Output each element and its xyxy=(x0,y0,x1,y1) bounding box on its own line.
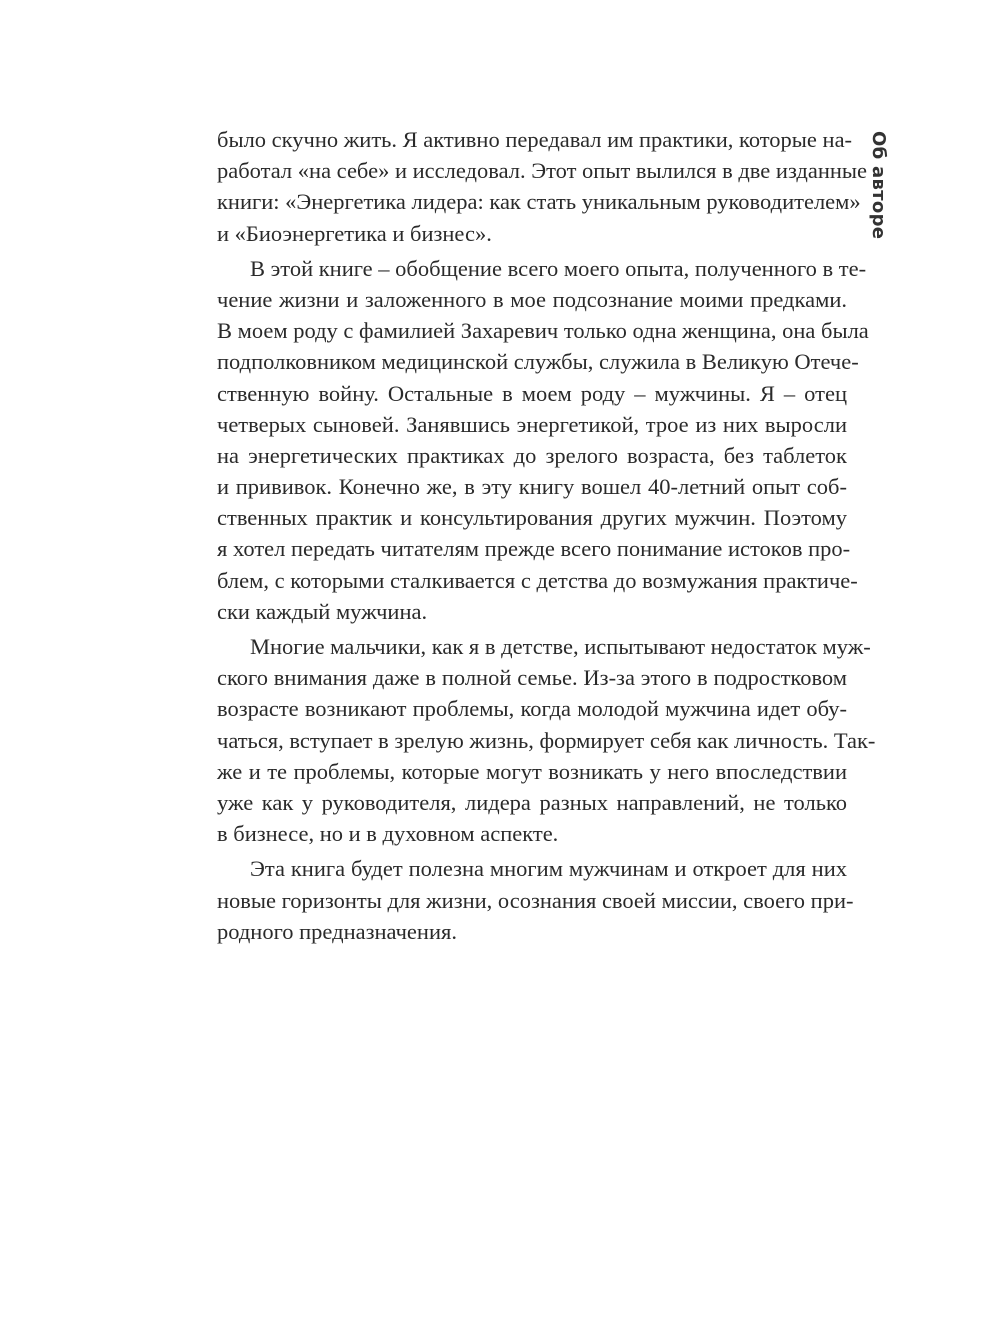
text-line: В моем роду с фамилией Захаревич только одна женщина, она была xyxy=(217,318,869,344)
paragraph-3 xyxy=(217,631,876,849)
running-head: Об авторе xyxy=(868,131,889,240)
text-line: ского внимания даже в полной семье. Из-за этого в подростковом xyxy=(217,665,847,691)
text-line: чение жизни и заложенного в мое подсознание моими предками. xyxy=(217,286,847,312)
text-line: блем, с которыми сталкивается с детства до возмужания практиче- xyxy=(217,567,858,593)
text-line: было скучно жить. Я активно передавал им практики, которые на- xyxy=(217,127,853,152)
text-line: работал «на себе» и исследовал. Этот опыт вылился в две изданные xyxy=(217,158,868,184)
text-line: я хотел передать читателям прежде всего понимание истоков про- xyxy=(217,536,851,562)
text-line: уже как у руководителя, лидера разных направлений, не только xyxy=(217,789,847,815)
text-line: и прививок. Конечно же, в эту книгу вошел 40-летний опыт соб- xyxy=(217,474,847,500)
text-line: же и те проблемы, которые могут возникать у него впоследствии xyxy=(217,758,847,784)
paragraph-1 xyxy=(217,124,868,249)
text-line: на энергетических практиках до зрелого возраста, без таблеток xyxy=(217,442,847,468)
text-line: возрасте возникают проблемы, когда молодой мужчина идет обу- xyxy=(217,696,847,722)
text-line: в бизнесе, но и в духовном аспекте. xyxy=(217,821,559,847)
text-line: четверых сыновей. Занявшись энергетикой, трое из них выросли xyxy=(217,411,847,437)
body-text xyxy=(217,124,876,947)
text-line: подполковником медицинской службы, служила в Великую Отече- xyxy=(217,349,859,375)
paragraph-4 xyxy=(217,853,854,947)
text-line: Эта книга будет полезна многим мужчинам и откроет для них xyxy=(250,856,847,882)
text-line: ски каждый мужчина. xyxy=(217,598,428,624)
text-line: книги: «Энергетика лидера: как стать уникальным руководителем» xyxy=(217,189,861,215)
text-line: Многие мальчики, как я в детстве, испытывают недостаток муж- xyxy=(250,634,871,659)
text-line: ственную войну. Остальные в моем роду – мужчины. Я – отец xyxy=(217,380,847,406)
text-line: новые горизонты для жизни, осознания своей миссии, своего при- xyxy=(217,887,854,913)
text-line: чаться, вступает в зрелую жизнь, формирует себя как личность. Так- xyxy=(217,727,876,753)
text-line: В этой книге – обобщение всего моего опыта, полученного в те- xyxy=(250,255,867,281)
paragraph-2 xyxy=(217,253,869,627)
text-line: и «Биоэнергетика и бизнес». xyxy=(217,220,492,246)
text-line: родного предназначения. xyxy=(217,918,457,944)
text-line: ственных практик и консультирования других мужчин. Поэтому xyxy=(217,505,847,531)
